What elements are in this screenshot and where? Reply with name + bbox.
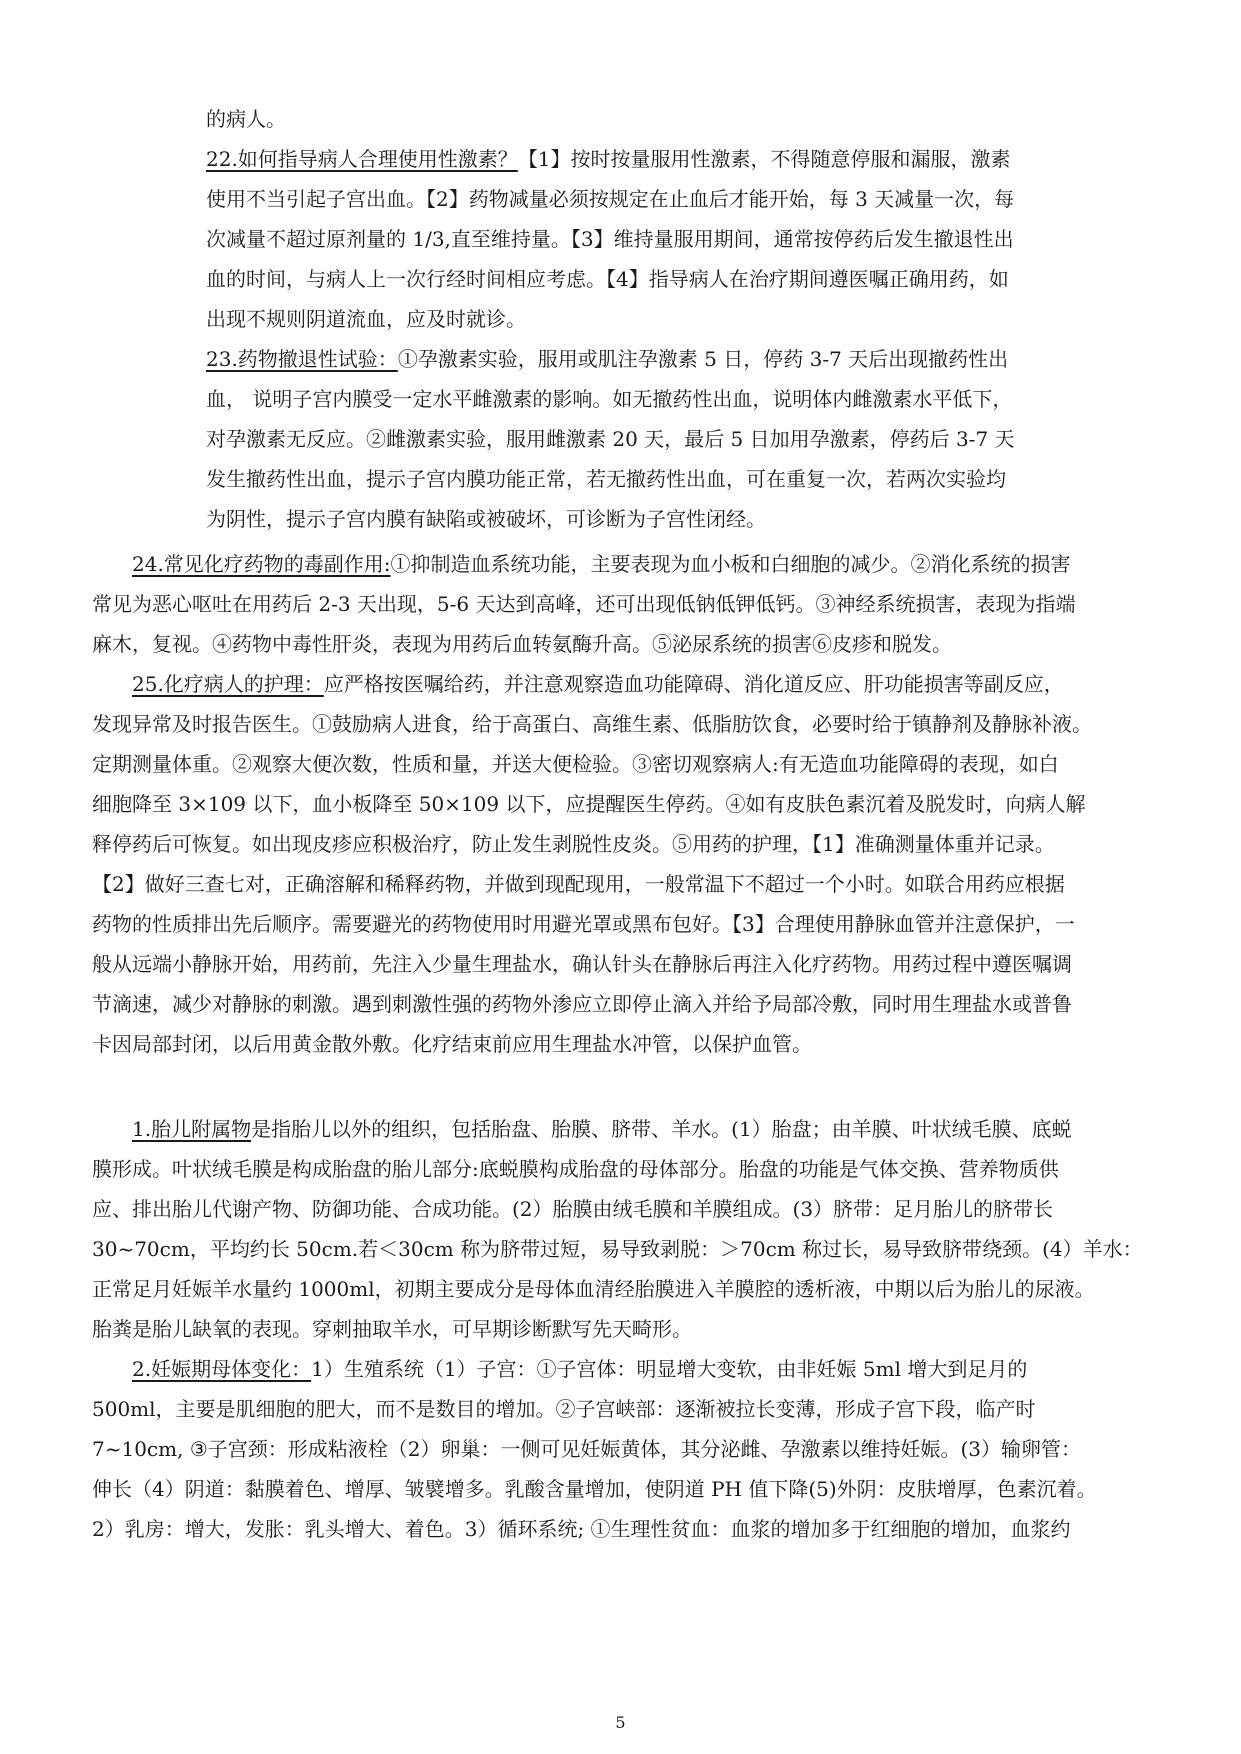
item-heading: 23.药物撤退性试验：: [206, 347, 398, 371]
text-line: 麻木，复视。④药物中毒性肝炎，表现为用药后血转氨酶升高。⑤泌尿系统的损害⑥皮疹和脱发。: [92, 632, 952, 656]
text-line: 次减量不超过原剂量的 1/3,直至维持量。【3】维持量服用期间，通常按停药后发生撤退性出: [206, 227, 1014, 251]
text-line: 22.如何指导病人合理使用性激素？【1】按时按量服用性激素，不得随意停服和漏服，激素: [206, 147, 1011, 171]
text-line: 常见为恶心呕吐在用药后 2-3 天出现，5-6 天达到高峰，还可出现低钠低钾低钙。③神经系统损害，表现为指端: [92, 592, 1076, 616]
text-line: 膜形成。叶状绒毛膜是构成胎盘的胎儿部分:底蜕膜构成胎盘的母体部分。胎盘的功能是气体交换、营养物质供: [92, 1157, 1059, 1181]
item-heading: 1.胎儿附属物: [132, 1117, 252, 1141]
text-line: 对孕激素无反应。②雌激素实验，服用雌激素 20 天，最后 5 日加用孕激素，停药后 3-7 天: [206, 427, 1015, 451]
text-line: 应、排出胎儿代谢产物、防御功能、合成功能。(2）胎膜由绒毛膜和羊膜组成。(3）脐带：足月胎儿的脐带长: [92, 1197, 1054, 1221]
text-line: 节滴速，减少对静脉的刺激。遇到刺激性强的药物外渗应立即停止滴入并给予局部冷敷，同时用生理盐水或普鲁: [92, 992, 1072, 1016]
text-line: 细胞降至 3×109 以下，血小板降至 50×109 以下，应提醒医生停药。④如有皮肤色素沉着及脱发时，向病人解: [92, 792, 1086, 816]
text-line: 的病人。: [206, 107, 286, 131]
text-line: 2.妊娠期母体变化：1）生殖系统（1）子宫：①子宫体：明显增大变软，由非妊娠 5ml 增大到足月的: [132, 1357, 1028, 1381]
text-line: 23.药物撤退性试验：①孕激素实验，服用或肌注孕激素 5 日，停药 3-7 天后出现撤药性出: [206, 347, 1009, 371]
text-line: 伸长（4）阴道：黏膜着色、增厚、皱襞增多。乳酸含量增加，使阴道 PH 值下降(5)外阴：皮肤增厚，色素沉着。: [92, 1477, 1097, 1501]
text-line: 定期测量体重。②观察大便次数，性质和量，并送大便检验。③密切观察病人:有无造血功能障碍的表现，如白: [92, 752, 1059, 776]
text-line: 出现不规则阴道流血，应及时就诊。: [206, 307, 526, 331]
text-line: 释停药后可恢复。如出现皮疹应积极治疗，防止发生剥脱性皮炎。⑤用药的护理，【1】准确测量体重并记录。: [92, 832, 1055, 856]
item-heading: 25.化疗病人的护理：: [132, 672, 324, 696]
text-line: 胎粪是胎儿缺氧的表现。穿刺抽取羊水，可早期诊断默写先天畸形。: [92, 1317, 692, 1341]
text-line: 500ml，主要是肌细胞的肥大，而不是数目的增加。②子宫峡部：逐渐被拉长变薄，形成子宫下段，临产时: [92, 1397, 1036, 1421]
text-line: 发现异常及时报告医生。①鼓励病人进食，给于高蛋白、高维生素、低脂肪饮食，必要时给于镇静剂及静脉补液。: [92, 712, 1092, 736]
item-heading: 2.妊娠期母体变化：: [132, 1357, 312, 1381]
text-line: 血的时间，与病人上一次行经时间相应考虑。【4】指导病人在治疗期间遵医嘱正确用药，如: [206, 267, 1009, 291]
page-number: 5: [615, 1713, 626, 1732]
text-line: 使用不当引起子宫出血。【2】药物减量必须按规定在止血后才能开始，每 3 天减量一次，每: [206, 187, 1015, 211]
text-line: 正常足月妊娠羊水量约 1000ml，初期主要成分是母体血清经胎膜进入羊膜腔的透析液，中期以后为胎儿的尿液。: [92, 1277, 1095, 1301]
text-line: 25.化疗病人的护理：应严格按医嘱给药，并注意观察造血功能障碍、消化道反应、肝功能损害等副反应，: [132, 672, 1064, 696]
item-heading: 24.常见化疗药物的毒副作用:: [132, 552, 391, 576]
text-line: 般从远端小静脉开始，用药前，先注入少量生理盐水，确认针头在静脉后再注入化疗药物。用药过程中遵医嘱调: [92, 952, 1072, 976]
text-line: 2）乳房：增大，发胀：乳头增大、着色。3）循环系统; ①生理性贫血：血浆的增加多于红细胞的增加，血浆约: [92, 1517, 1071, 1541]
text-line: 为阴性，提示子宫内膜有缺陷或被破坏，可诊断为子宫性闭经。: [206, 507, 766, 531]
text-line: 7~10cm, ③子宫颈：形成粘液栓（2）卵巢：一侧可见妊娠黄体，其分泌雌、孕激素以维持妊娠。(3）输卵管：: [92, 1437, 1081, 1461]
text-line: 发生撤药性出血，提示子宫内膜功能正常，若无撤药性出血，可在重复一次，若两次实验均: [206, 467, 1006, 491]
text-line: 1.胎儿附属物是指胎儿以外的组织，包括胎盘、胎膜、脐带、羊水。(1）胎盘；由羊膜、叶状绒毛膜、底蜕: [132, 1117, 1072, 1141]
text-line: 30~70cm，平均约长 50cm.若＜30cm 称为脐带过短，易导致剥脱：＞70cm 称过长，易导致脐带绕颈。(4）羊水：: [92, 1237, 1143, 1261]
item-heading: 22.如何指导病人合理使用性激素？: [206, 147, 518, 171]
text-line: 血， 说明子宫内膜受一定水平雌激素的影响。如无撤药性出血，说明体内雌激素水平低下，: [206, 387, 1013, 411]
text-line: 24.常见化疗药物的毒副作用:①抑制造血系统功能，主要表现为血小板和白细胞的减少。②消化系统的损害: [132, 552, 1071, 576]
text-line: 【2】做好三查七对，正确溶解和稀释药物，并做到现配现用，一般常温下不超过一个小时。如联合用药应根据: [92, 872, 1065, 896]
text-line: 药物的性质排出先后顺序。需要避光的药物使用时用避光罩或黑布包好。【3】合理使用静脉血管并注意保护，一: [92, 912, 1075, 936]
text-line: 卡因局部封闭，以后用黄金散外敷。化疗结束前应用生理盐水冲管，以保护血管。: [92, 1032, 812, 1056]
